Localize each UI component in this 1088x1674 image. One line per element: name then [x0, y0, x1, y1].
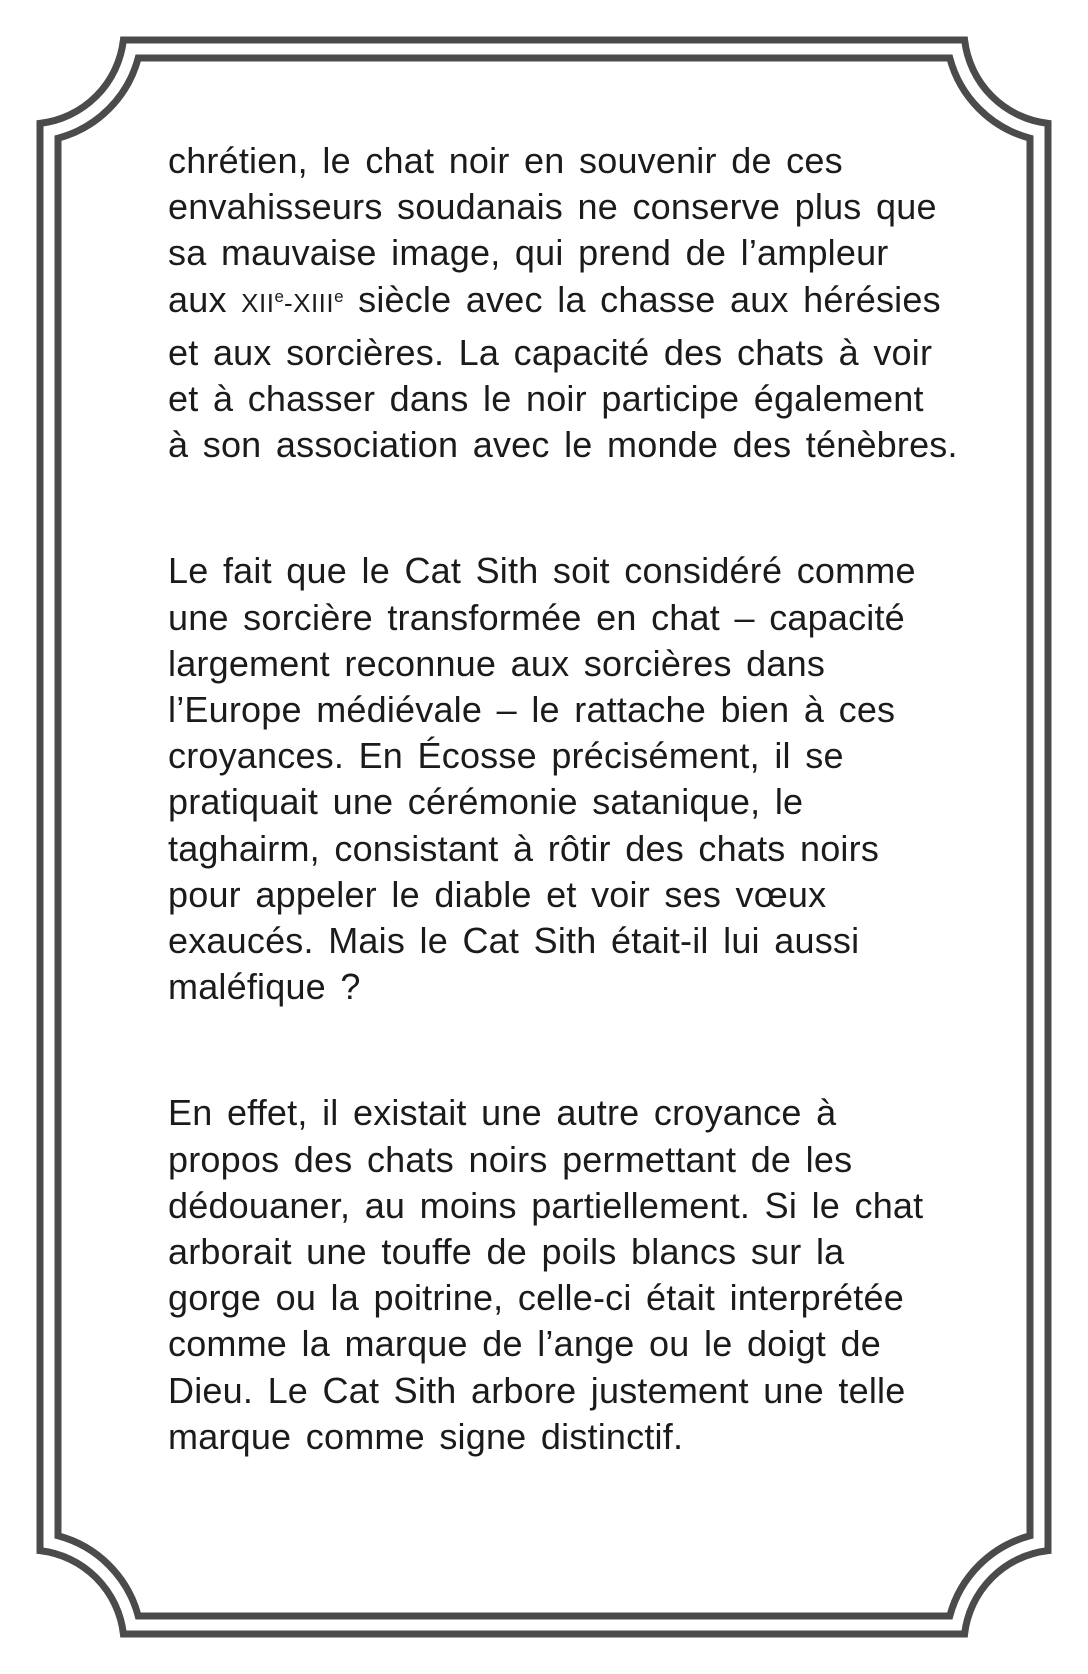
paragraph-1: [168, 138, 958, 468]
text-line: une sorcière transformée en chat – capacité: [168, 596, 905, 638]
text-line: En effet, il existait une autre croyance à: [168, 1092, 837, 1134]
text-line: gorge ou la poitrine, celle-ci était interprétée: [168, 1277, 904, 1319]
text-line: envahisseurs soudanais ne conserve plus que: [168, 186, 937, 228]
ordinal-superscript: e: [334, 286, 344, 306]
text-line: taghairm, consistant à rôtir des chats noirs: [168, 827, 880, 869]
text-line: Le fait que le Cat Sith soit considéré comme: [168, 550, 916, 592]
paragraph-3: [168, 1090, 958, 1460]
century-hyphen: -: [283, 287, 294, 318]
text-line: chrétien, le chat noir en souvenir de ces: [168, 140, 843, 181]
ordinal-superscript: e: [274, 286, 284, 306]
text-line: maléfique ?: [168, 966, 361, 1008]
text-line: et aux sorcières. La capacité des chats à voir: [168, 331, 933, 373]
text-line: pour appeler le diable et voir ses vœux: [168, 873, 827, 915]
century-pre: aux: [168, 278, 242, 320]
text-line: Dieu. Le Cat Sith arbore justement une telle: [168, 1369, 906, 1411]
text-line: propos des chats noirs permettant de les: [168, 1138, 853, 1180]
text-line: arborait une touffe de poils blancs sur la: [168, 1231, 845, 1273]
text-line: exaucés. Mais le Cat Sith était-il lui aussi: [168, 920, 860, 962]
text-line: l’Europe médiévale – le rattache bien à ces: [168, 689, 896, 731]
roman-numeral: XII: [241, 287, 275, 318]
roman-numeral: XIII: [293, 287, 335, 318]
text-line: croyances. En Écosse précisément, il se: [168, 735, 844, 777]
text-line: marque comme signe distinctif.: [168, 1415, 684, 1457]
text-line: comme la marque de l’ange ou le doigt de: [168, 1323, 881, 1365]
text-line: dédouaner, au moins partiellement. Si le chat: [168, 1184, 924, 1226]
text-line: sa mauvaise image, qui prend de l’ampleur: [168, 232, 889, 274]
text-line: et à chasser dans le noir participe également: [168, 378, 924, 420]
text-line: pratiquait une cérémonie satanique, le: [168, 781, 804, 823]
body-text: [168, 138, 958, 1460]
text-line: largement reconnue aux sorcières dans: [168, 642, 826, 684]
paragraph-2: [168, 548, 958, 1010]
text-line-centuries: [168, 277, 958, 330]
century-post: siècle avec la chasse aux hérésies: [343, 278, 941, 320]
text-line: à son association avec le monde des ténèbres.: [168, 424, 958, 466]
